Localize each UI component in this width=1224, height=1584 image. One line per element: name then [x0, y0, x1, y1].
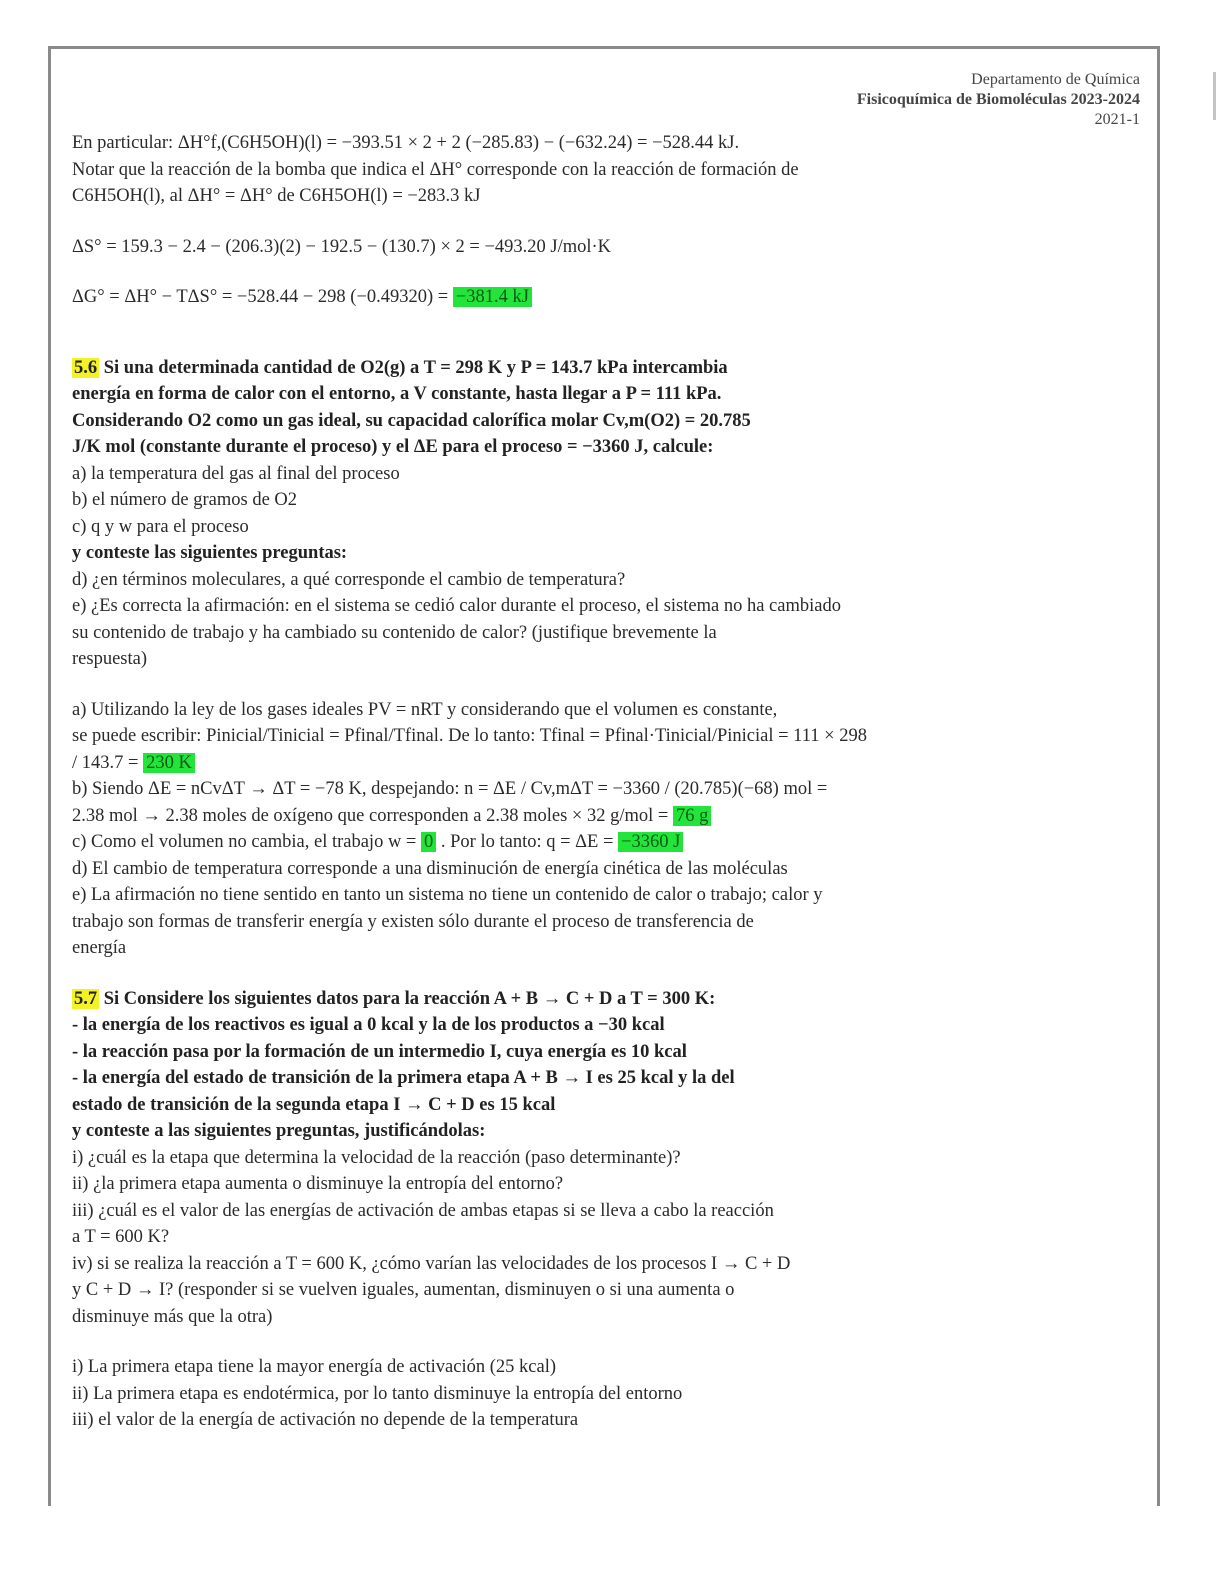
question-item: b) el número de gramos de O2 [72, 490, 298, 510]
answer-line [72, 750, 1142, 777]
question-item: a T = 600 K? [72, 1227, 170, 1247]
answer-line [72, 803, 1142, 830]
gibbs-calculation [72, 284, 1142, 311]
header-rule [1213, 72, 1216, 120]
question-item: y C + D → I? (responder si se vuelven iguales, aumentan, disminuyen o si una aumenta o [72, 1280, 735, 1300]
document-content [72, 70, 1142, 1434]
answer-text: . Por lo tanto: q = ΔE = [436, 832, 619, 852]
answer-line: b) Siendo ΔE = nCvΔT → ΔT = −78 K, despejando: n = ΔE / Cv,mΔT = −3360 / (20.785)(−68) mol = [72, 779, 828, 799]
answer-text: c) Como el volumen no cambia, el trabajo w = [72, 832, 421, 852]
entropy-calculation: ΔS° = 159.3 − 2.4 − (206.3)(2) − 192.5 − (130.7) × 2 = −493.20 J/mol·K [72, 236, 612, 257]
question-text: - la reacción pasa por la formación de un intermedio I, cuya energía es 10 kcal [72, 1041, 687, 1062]
question-item: c) q y w para el proceso [72, 516, 249, 537]
question-text: Si Considere los siguientes datos para la reacción A + B → C + D a T = 300 K: [103, 988, 716, 1009]
question-text: J/K mol (constante durante el proceso) y el ΔE para el proceso = −3360 J, calcule: [72, 437, 714, 457]
question-item: iii) ¿cuál es el valor de las energías de activación de ambas etapas si se lleva a cabo la reacción [72, 1200, 774, 1221]
question-item: e) ¿Es correcta la afirmación: en el sistema se cedió calor durante el proceso, el sistema no ha cambiado [72, 596, 841, 616]
question-6-statement [72, 355, 1142, 382]
answer-highlight: −381.4 kJ [453, 287, 532, 307]
question-item: d) ¿en términos moleculares, a qué corresponde el cambio de temperatura? [72, 569, 626, 590]
header-term: 2021-1 [1094, 111, 1140, 128]
question-item: i) ¿cuál es la etapa que determina la velocidad de la reacción (paso determinante)? [72, 1147, 681, 1168]
question-number: 5.6 [74, 357, 98, 378]
document-header [72, 70, 1140, 130]
prev-solution-line: Notar que la reacción de la bomba que indica el ΔH° corresponde con la reacción de formación de [72, 159, 799, 180]
answer-line: i) La primera etapa tiene la mayor energía de activación (25 kcal) [72, 1357, 557, 1377]
answer-line: e) La afirmación no tiene sentido en tanto un sistema no tiene un contenido de calor o trabajo; calor y [72, 885, 823, 905]
answer-text: 2.38 mol → 2.38 moles de oxígeno que corresponden a 2.38 moles × 32 g/mol = [72, 805, 673, 826]
answer-line: energía [72, 938, 127, 958]
header-course: Fisicoquímica de Biomoléculas 2023-2024 [856, 91, 1140, 108]
answer-line [72, 829, 1142, 856]
answer-line: ii) La primera etapa es endotérmica, por lo tanto disminuye la entropía del entorno [72, 1383, 683, 1404]
answer-line: iii) el valor de la energía de activación no depende de la temperatura [72, 1410, 579, 1430]
answer-line: se puede escribir: Pinicial/Tinicial = Pfinal/Tfinal. De lo tanto: Tfinal = Pfinal·Tinicial/Pinicial = 111 × 298 [72, 726, 867, 746]
answer-line: d) El cambio de temperatura corresponde a una disminución de energía cinética de las moléculas [72, 858, 788, 879]
answer-highlight: 76 g [673, 806, 711, 826]
question-text: Si una determinada cantidad de O2(g) a T = 298 K y P = 143.7 kPa intercambia [103, 357, 728, 378]
question-text: Considerando O2 como un gas ideal, su capacidad calorífica molar Cv,m(O2) = 20.785 [72, 410, 751, 431]
prev-solution-line: C6H5OH(l), al ΔH° = ΔH° de C6H5OH(l) = −283.3 kJ [72, 186, 481, 206]
question-item: respuesta) [72, 649, 147, 669]
answer-line: a) Utilizando la ley de los gases ideales PV = nRT y considerando que el volumen es constante, [72, 699, 778, 720]
question-text: energía en forma de calor con el entorno, a V constante, hasta llegar a P = 111 kPa. [72, 384, 722, 404]
question-number: 5.7 [74, 988, 98, 1009]
question-prompt: y conteste a las siguientes preguntas, justificándolas: [72, 1121, 486, 1141]
question-item: su contenido de trabajo y ha cambiado su contenido de calor? (justifique brevemente la [72, 622, 717, 643]
question-7-statement [72, 986, 1142, 1013]
answer-text: / 143.7 = [72, 752, 144, 773]
answer-highlight: 0 [421, 832, 436, 852]
answer-highlight: 230 K [143, 753, 195, 773]
answer-line: trabajo son formas de transferir energía y existen sólo durante el proceso de transferencia de [72, 911, 754, 932]
question-item: iv) si se realiza la reacción a T = 600 K, ¿cómo varían las velocidades de los procesos I → C + D [72, 1253, 791, 1274]
question-text: - la energía del estado de transición de la primera etapa A + B → I es 25 kcal y la del [72, 1068, 735, 1088]
question-item: disminuye más que la otra) [72, 1306, 273, 1327]
prev-solution-line: En particular: ΔH°f,(C6H5OH)(l) = −393.51 × 2 + 2 (−285.83) − (−632.24) = −528.44 kJ. [72, 133, 740, 153]
header-department: Departamento de Química [971, 71, 1140, 88]
gibbs-calculation-text: ΔG° = ΔH° − TΔS° = −528.44 − 298 (−0.49320) = [72, 287, 453, 307]
question-item: a) la temperatura del gas al final del proceso [72, 463, 400, 484]
question-prompt: y conteste las siguientes preguntas: [72, 543, 348, 563]
question-text: - la energía de los reactivos es igual a 0 kcal y la de los productos a −30 kcal [72, 1015, 665, 1035]
answer-highlight: −3360 J [618, 832, 683, 852]
question-text: estado de transición de la segunda etapa I → C + D es 15 kcal [72, 1094, 556, 1115]
question-item: ii) ¿la primera etapa aumenta o disminuye la entropía del entorno? [72, 1174, 564, 1194]
